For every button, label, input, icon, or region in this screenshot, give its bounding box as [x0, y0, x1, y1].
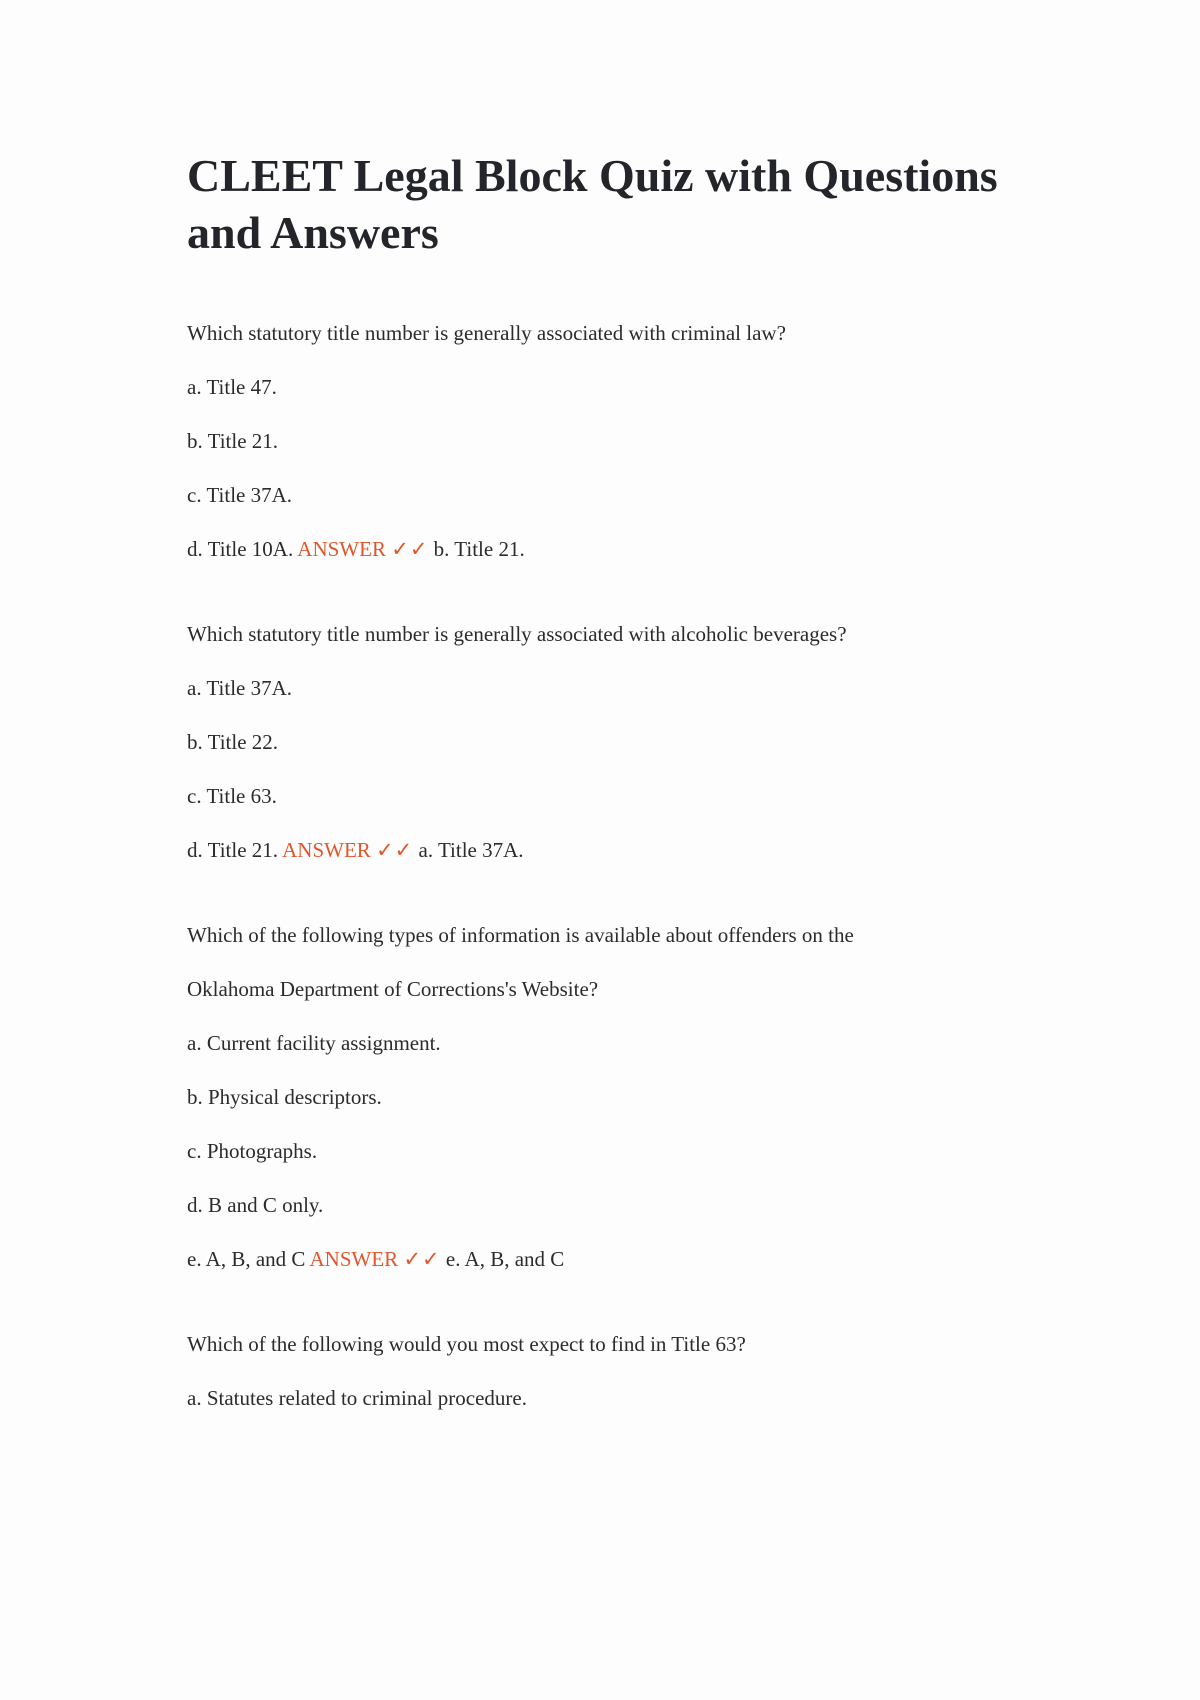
question-2 [187, 621, 1087, 864]
question-prompt-line-2: Oklahoma Department of Corrections's Website? [187, 977, 599, 1001]
answer-label: ANSWER [309, 1247, 399, 1271]
question-4 [187, 1331, 1087, 1412]
option-a: a. Current facility assignment. [187, 1031, 441, 1055]
double-check-icon: ✓✓ [376, 838, 414, 862]
question-1 [187, 320, 1087, 563]
option-d-with-answer [187, 837, 1087, 864]
question-3 [187, 922, 1087, 1273]
double-check-icon: ✓✓ [391, 537, 429, 561]
question-prompt: Which statutory title number is generally associated with alcoholic beverages? [187, 622, 847, 646]
question-prompt-line-1: Which of the following types of information is available about offenders on the [187, 923, 854, 947]
option-d: d. B and C only. [187, 1193, 324, 1217]
option-b: b. Title 21. [187, 429, 279, 453]
option-d-with-answer [187, 536, 1087, 563]
option-b: b. Title 22. [187, 730, 279, 754]
option-d: d. Title 21. [187, 838, 279, 862]
correct-answer: b. Title 21. [433, 537, 525, 561]
option-a: a. Title 37A. [187, 676, 293, 700]
double-check-icon: ✓✓ [403, 1247, 441, 1271]
answer-label: ANSWER [282, 838, 371, 862]
question-prompt: Which of the following would you most expect to find in Title 63? [187, 1332, 746, 1356]
correct-answer: a. Title 37A. [418, 838, 524, 862]
option-a: a. Statutes related to criminal procedure. [187, 1386, 527, 1410]
option-e: e. A, B, and C [187, 1247, 306, 1271]
answer-label: ANSWER [297, 537, 386, 561]
option-c: c. Title 63. [187, 784, 277, 808]
option-b: b. Physical descriptors. [187, 1085, 382, 1109]
option-d: d. Title 10A. [187, 537, 294, 561]
option-c: c. Photographs. [187, 1139, 318, 1163]
question-prompt: Which statutory title number is generally associated with criminal law? [187, 321, 786, 345]
option-e-with-answer [187, 1246, 1087, 1273]
option-c: c. Title 37A. [187, 483, 293, 507]
document-title: CLEET Legal Block Quiz with Questions and Answers [187, 150, 998, 258]
option-a: a. Title 47. [187, 375, 277, 399]
correct-answer: e. A, B, and C [445, 1247, 565, 1271]
question-list [187, 320, 1087, 1470]
